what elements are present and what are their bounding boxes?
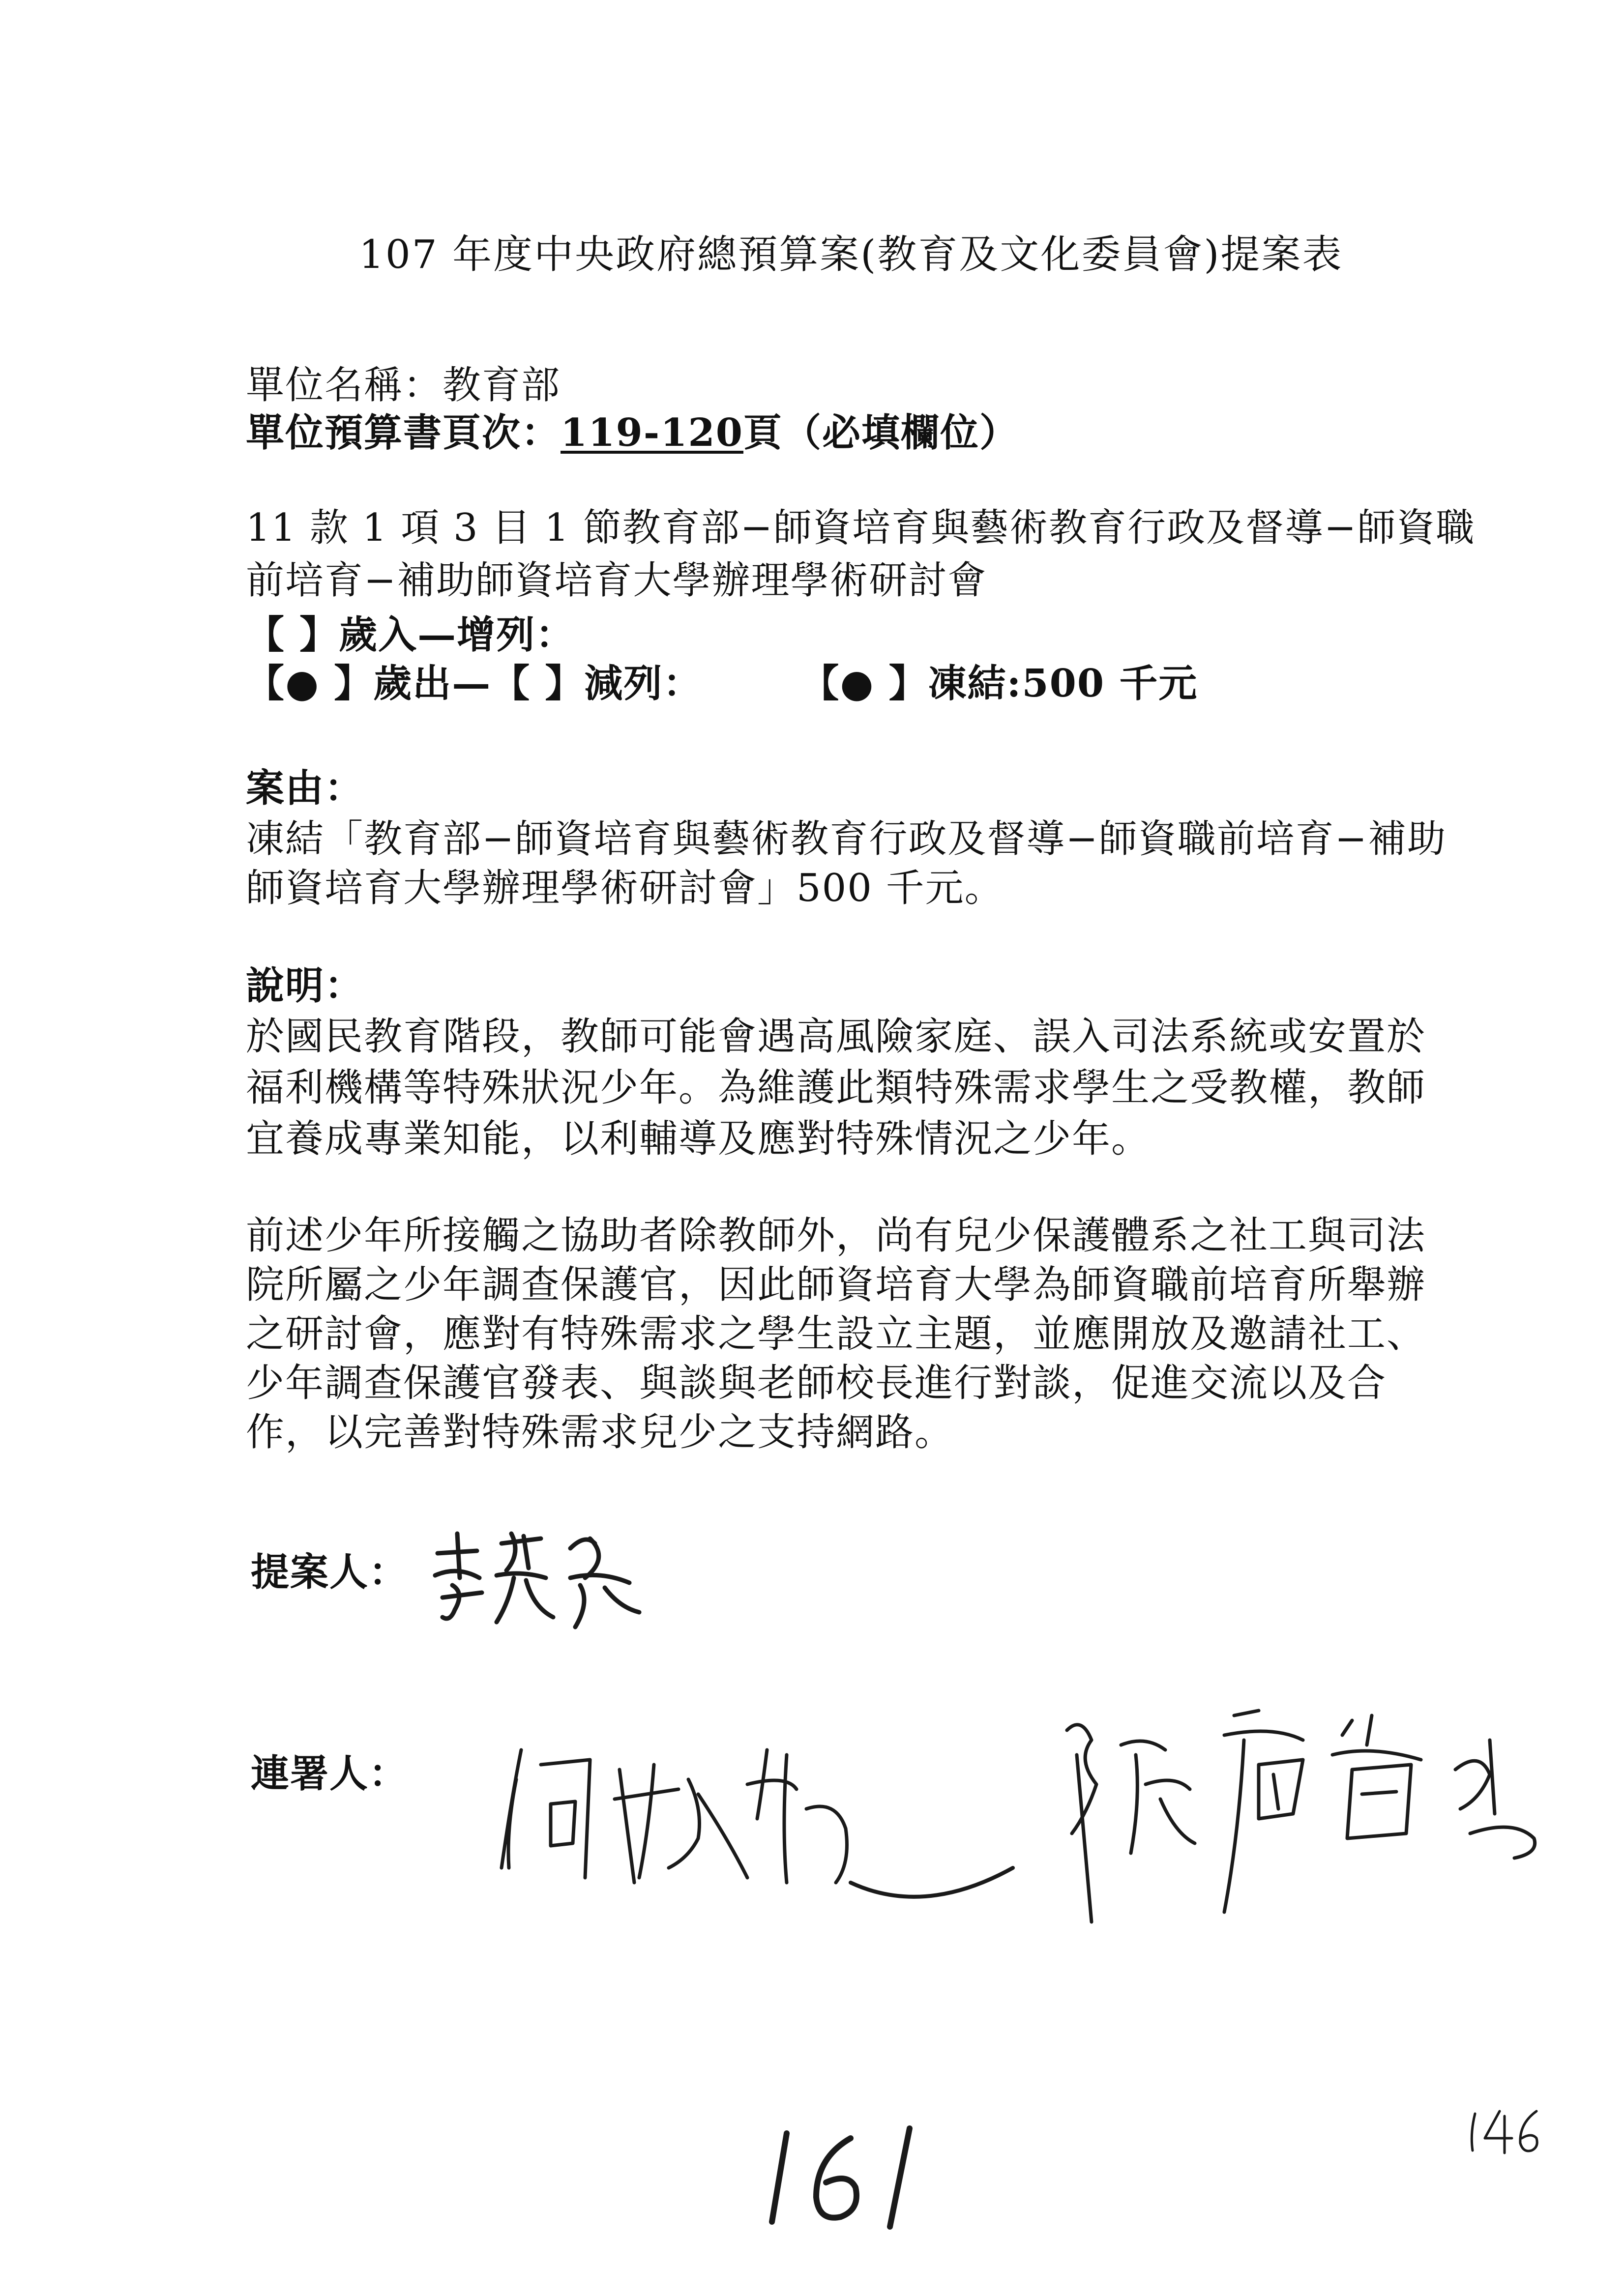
proposer-label: 提案人： bbox=[251, 1550, 409, 1595]
unit-value: 教育部 bbox=[443, 363, 561, 407]
unit-label: 單位名稱： bbox=[246, 363, 443, 407]
cosigner-signature bbox=[1047, 1686, 1564, 1942]
expenditure-line bbox=[246, 661, 1198, 706]
proposer-signature bbox=[423, 1524, 659, 1637]
budget-page-value: 119-120 bbox=[561, 410, 744, 455]
budget-page-label: 單位預算書頁次： bbox=[246, 410, 561, 455]
explanation-heading: 說明： bbox=[246, 963, 364, 1008]
explanation-line: 福利機構等特殊狀況少年。為維護此類特殊需求學生之受教權，教師 bbox=[246, 1066, 1426, 1110]
section-line-2: 前培育−補助師資培育大學辦理學術研討會 bbox=[246, 558, 987, 603]
document-title: 107 年度中央政府總預算案(教育及文化委員會)提案表 bbox=[359, 232, 1343, 277]
page-number-right bbox=[1465, 2104, 1544, 2158]
explanation-line: 之研討會，應對有特殊需求之學生設立主題，並應開放及邀請社工、 bbox=[246, 1312, 1426, 1356]
page-number-center bbox=[752, 2119, 929, 2237]
explanation-line: 院所屬之少年調查保護官，因此師資培育大學為師資職前培育所舉辦 bbox=[246, 1263, 1426, 1307]
reason-line: 師資培育大學辦理學術研討會」500 千元。 bbox=[246, 866, 1004, 910]
expenditure-freeze: 【● 】凍結:500 千元 bbox=[800, 661, 1198, 706]
unit-row bbox=[246, 363, 561, 407]
reason-line: 凍結「教育部−師資培育與藝術教育行政及督導−師資職前培育−補助 bbox=[246, 817, 1447, 861]
explanation-line: 少年調查保護官發表、與談與老師校長進行對談，促進交流以及合 bbox=[246, 1361, 1387, 1405]
explanation-line: 宜養成專業知能，以利輔導及應對特殊情況之少年。 bbox=[246, 1117, 1151, 1161]
cosigners-label: 連署人： bbox=[251, 1751, 409, 1796]
explanation-line: 前述少年所接觸之協助者除教師外，尚有兒少保護體系之社工與司法 bbox=[246, 1214, 1426, 1258]
cosigner-signature bbox=[492, 1720, 1033, 1927]
budget-page-suffix: 頁（必填欄位） bbox=[743, 410, 1019, 455]
section-line-1: 11 款 1 項 3 目 1 節教育部−師資培育與藝術教育行政及督導−師資職 bbox=[246, 506, 1476, 550]
explanation-line: 於國民教育階段，教師可能會遇高風險家庭、誤入司法系統或安置於 bbox=[246, 1015, 1426, 1059]
reason-heading: 案由： bbox=[246, 766, 364, 811]
expenditure-reduce: 【● 】歲出—【 】減列： bbox=[246, 661, 703, 706]
explanation-line: 作，以完善對特殊需求兒少之支持網路。 bbox=[246, 1410, 954, 1454]
revenue-line: 【 】歲入—增列： bbox=[246, 612, 575, 657]
budget-page-row bbox=[246, 410, 1019, 455]
